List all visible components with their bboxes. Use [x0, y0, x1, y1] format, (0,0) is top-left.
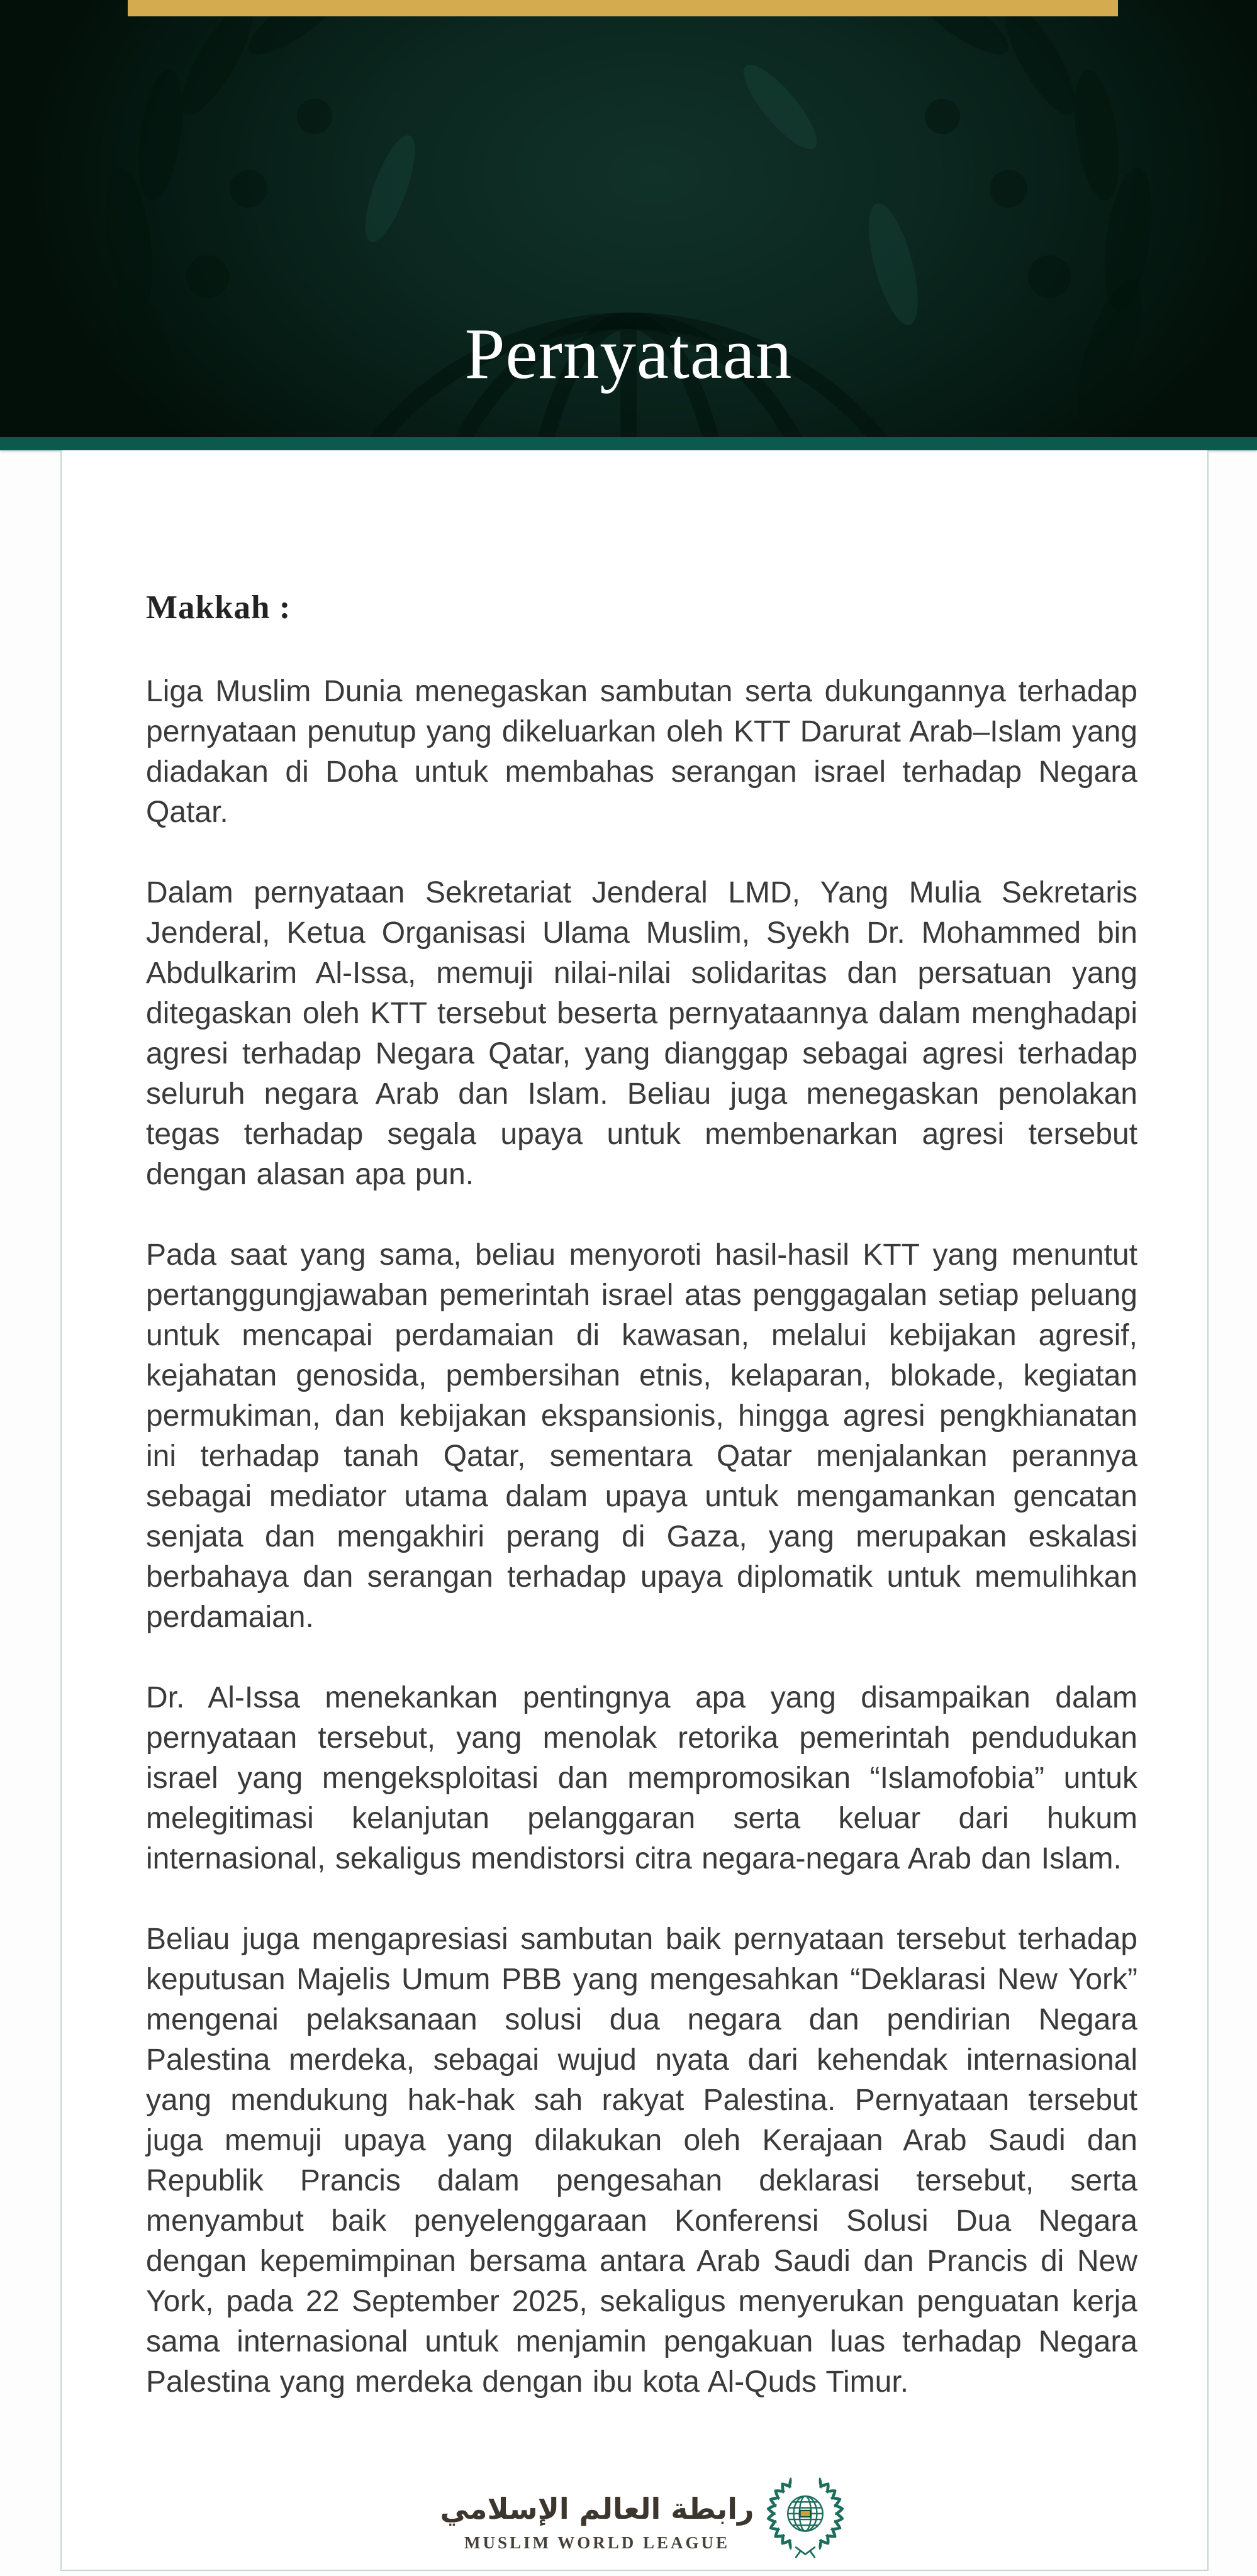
statement-paragraph: Dalam pernyataan Sekretariat Jenderal LMD, Yang Mulia Sekretaris Jenderal, Ketua Organisasi Ulama Muslim, Syekh Dr. Mohammed bin Abdulkarim Al-Issa, memuji nilai-nilai solidaritas dan persatuan yang ditegaskan oleh KTT tersebut beserta pernyataannya dalam menghadapi agresi terhadap Negara Qatar, yang dianggap sebagai agresi terhadap seluruh negara Arab dan Islam. Beliau juga menegaskan penolakan tegas terhadap segala upaya untuk membenarkan agresi tersebut dengan alasan apa pun.: [146, 876, 1137, 1191]
teal-divider: [0, 437, 1257, 450]
mwl-logo-texts: [440, 2487, 754, 2553]
statement-paragraph: Liga Muslim Dunia menegaskan sambutan serta dukungannya terhadap pernyataan penutup yang dikeluarkan oleh KTT Darurat Arab–Islam yang diadakan di Doha untuk membahas serangan israel terhadap Negara Qatar.: [146, 675, 1137, 829]
page-title: Pernyataan: [464, 314, 793, 394]
header-banner: [0, 0, 1257, 437]
mwl-globe-wreath-icon: [767, 2473, 844, 2567]
statement-paragraph: Beliau juga mengapresiasi sambutan baik pernyataan tersebut terhadap keputusan Majelis Umum PBB yang mengesahkan “Deklarasi New York” mengenai pelaksanaan solusi dua negara dan pendirian Negara Palestina merdeka, sebagai wujud nyata dari kehendak internasional yang mendukung hak-hak sah rakyat Palestina. Pernyataan tersebut juga memuji upaya yang dilakukan oleh Kerajaan Arab Saudi dan Republik Prancis dalam pengesahan deklarasi tersebut, serta menyambut baik penyelenggaraan Konferensi Solusi Dua Negara dengan kepemimpinan bersama antara Arab Saudi dan Prancis di New York, pada 22 September 2025, sekaligus menyerukan penguatan kerja sama internasional untuk menjamin pengakuan luas terhadap Negara Palestina yang merdeka dengan ibu kota Al-Quds Timur.: [146, 1923, 1137, 2399]
mwl-arabic-wordmark: رابطة العالم الإسلامي: [440, 2492, 754, 2526]
mwl-logo: [146, 2473, 1137, 2567]
mwl-org-name: MUSLIM WORLD LEAGUE: [464, 2533, 730, 2552]
dateline-heading: Makkah :: [146, 589, 291, 626]
statement-paragraph: Dr. Al-Issa menekankan pentingnya apa yang disampaikan dalam pernyataan tersebut, yang menolak retorika pemerintah pendudukan israel yang mengeksploitasi dan mempromosikan “Islamofobia” untuk melegitimasi kelanjutan pelanggaran serta keluar dari hukum internasional, sekaligus mendistorsi citra negara-negara Arab dan Islam.: [146, 1681, 1137, 1875]
statement-card: [60, 450, 1209, 2571]
gold-accent-bar: [128, 0, 1118, 16]
statement-paragraph: Pada saat yang sama, beliau menyoroti hasil-hasil KTT yang menuntut pertanggungjawaban pemerintah israel atas penggagalan setiap peluang untuk mencapai perdamaian di kawasan, melalui kebijakan agresif, kejahatan genosida, pembersihan etnis, kelaparan, blokade, kegiatan permukiman, dan kebijakan ekspansionis, hingga agresi pengkhianatan ini terhadap tanah Qatar, sementara Qatar menjalankan perannya sebagai mediator utama dalam upaya untuk mengamankan gencatan senjata dan mengakhiri perang di Gaza, yang merupakan eskalasi berbahaya dan serangan terhadap upaya diplomatik untuk memulihkan perdamaian.: [146, 1238, 1137, 1634]
statement-body: [146, 672, 1137, 2402]
